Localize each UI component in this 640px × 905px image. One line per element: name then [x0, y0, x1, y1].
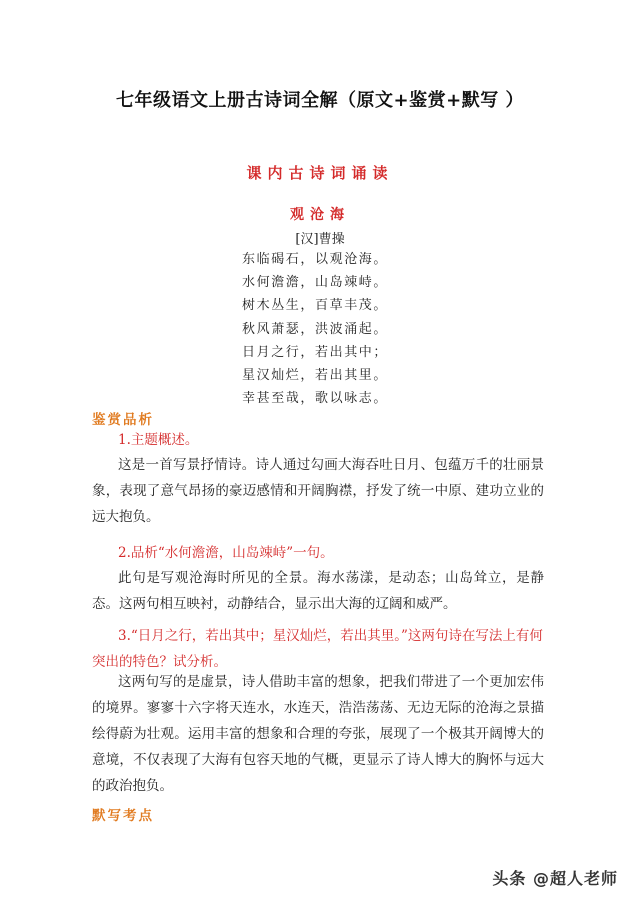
poem-author: [汉]曹操: [295, 232, 345, 247]
answer-2: 此句是写观沧海时所见的全景。海水荡漾，是动态；山岛耸立，是静态。这两句相互映衬，动静结合，显示出大海的辽阔和威严。: [92, 570, 544, 612]
question-3: 3.“日月之行，若出其中；星汉灿烂，若出其里。”这两句诗在写法上有何突出的特色？试分析。: [92, 628, 543, 670]
answer-1: 这是一首写景抒情诗。诗人通过勾画大海吞吐日月、包蕴万千的壮丽景象，表现了意气昂扬的豪迈感情和开阔胸襟，抒发了统一中原、建功立业的远大抱负。: [92, 457, 544, 525]
poem-title: 观沧海: [290, 207, 350, 223]
question-1: 1.主题概述。: [118, 432, 199, 448]
poem-line: 秋风萧瑟，洪波涌起。: [242, 321, 389, 337]
answer-3: 这两句写的是虚景，诗人借助丰富的想象，把我们带进了一个更加宏伟的境界。寥寥十六字将天连水，水连天，浩浩荡荡、无边无际的沧海之景描绘得蔚为壮观。运用丰富的想象和合理的夸张，展现了一个极其开阔博大的意境，不仅表现了大海有包容天地的气概，更显示了诗人博大的胸怀与远大的政治抱负。: [92, 674, 544, 794]
section-banner: 课内古诗词诵读: [246, 164, 394, 182]
poem-line: 星汉灿烂，若出其里。: [242, 367, 389, 383]
poem-line: 幸甚至哉，歌以咏志。: [242, 391, 389, 407]
poem-line: 水何澹澹，山岛竦峙。: [242, 275, 389, 291]
poem-body: [242, 248, 442, 410]
watermark: [492, 866, 618, 889]
appreciation-heading: 鉴赏品析: [92, 412, 154, 428]
poem-line: 树木丛生，百草丰茂。: [242, 298, 389, 314]
poem-line: 日月之行，若出其中；: [242, 344, 389, 360]
poem-line: 东临碣石，以观沧海。: [242, 252, 389, 267]
dictation-heading: 默写考点: [92, 808, 154, 824]
question-2: 2.品析“水何澹澹，山岛竦峙”一句。: [118, 545, 334, 561]
watermark-text: 头条 @超人老师: [492, 869, 618, 888]
document-title: 七年级语文上册古诗词全解（原文+鉴赏+默写 ）: [116, 90, 524, 111]
